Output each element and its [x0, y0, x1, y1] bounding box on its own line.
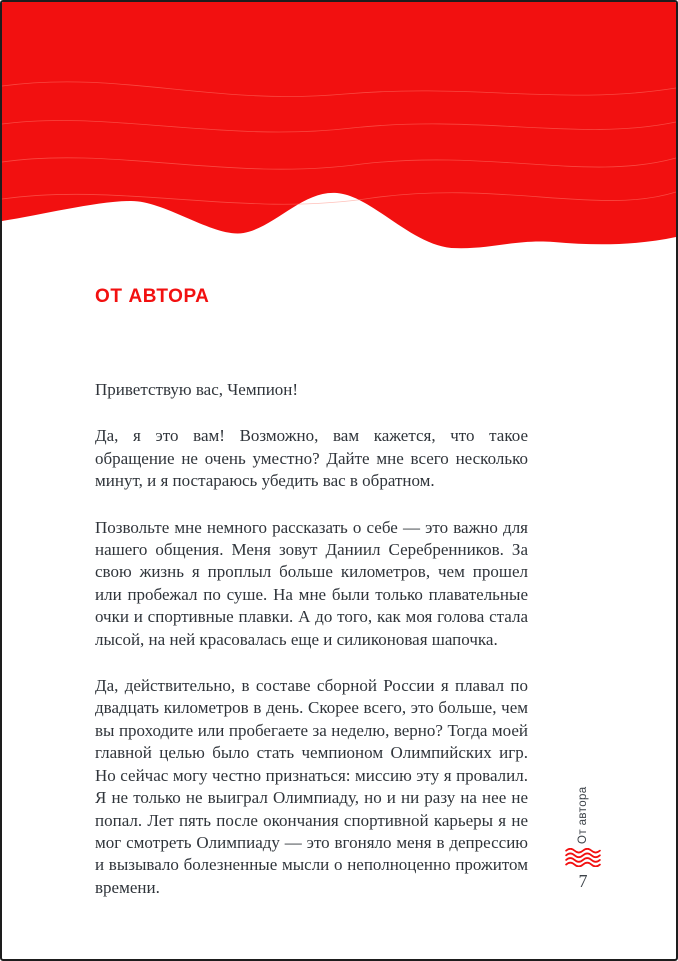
paragraph: Да, я это вам! Возможно, вам кажется, что такое обращение не очень уместно? Дайте мне всего несколько минут, и я постараюсь убедить вас в обратном. — [95, 426, 528, 491]
paragraph-greeting: Приветствую вас, Чемпион! — [95, 380, 299, 399]
body-text-block — [95, 379, 528, 923]
waves-icon — [564, 848, 602, 867]
header-wave-graphic — [2, 2, 676, 254]
chapter-heading: ОТ АВТОРА — [95, 286, 210, 307]
page-margin-footer — [560, 768, 606, 892]
paragraph: Позвольте мне немного рассказать о себе — это важно для нашего общения. Меня зовут Даниил Серебренников. За свою жизнь я проплыл больше километров, чем прошел или пробежал по суше. На мне были только плавательные очки и спортивные плавки. А до того, как моя голова стала лысой, на ней красовалась еще и силиконовая шапочка. — [95, 517, 528, 649]
running-chapter-label: От автора — [577, 786, 589, 844]
paragraph: Да, действительно, в составе сборной России я плавал по двадцать километров в день. Скорее всего, это больше, чем вы проходите или пробегаете за неделю, верно? Тогда моей главной целью было стать чемпионом Олимпийских игр. Но сейчас могу честно признаться: миссию эту я провалил. Я не только не выиграл Олимпиаду, но и ни разу на нее не попал. Лет пять после окончания спортивной карьеры я не мог смотреть Олимпиаду — это вгоняло меня в депрессию и вызывало болезненные мысли о неполноценно прожитом времени. — [95, 676, 528, 897]
page-number: 7 — [578, 871, 588, 891]
